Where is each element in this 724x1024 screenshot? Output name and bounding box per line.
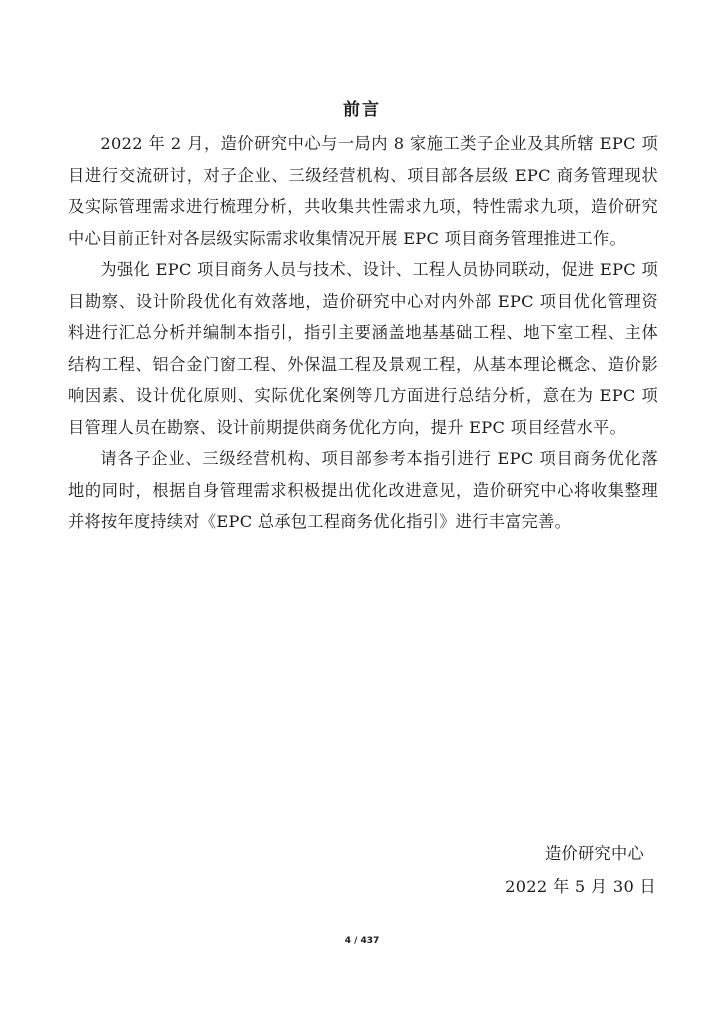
paragraph-1: 2022 年 2 月，造价研究中心与一局内 8 家施工类子企业及其所辖 EPC 项目进行交流研讨，对子企业、三级经营机构、项目部各层级 EPC 商务管理现状及实际管理需求进行梳理分析，共收集共性需求九项，特性需求九项，造价研究中心目前正针对各层级实际需求收集情况开展 EPC 项目商务管理推进工作。	[68, 134, 658, 248]
page-number: 4 / 437	[344, 936, 380, 946]
paragraph-3: 请各子企业、三级经营机构、项目部参考本指引进行 EPC 项目商务优化落地的同时，根据自身管理需求积极提出优化改进意见，造价研究中心将收集整理并将按年度持续对《EPC 总承包工程商务优化指引》进行丰富完善。	[68, 449, 658, 531]
page-title: 前言	[343, 100, 381, 120]
paragraph-2: 为强化 EPC 项目商务人员与技术、设计、工程人员协同联动，促进 EPC 项目勘察、设计阶段优化有效落地，造价研究中心对内外部 EPC 项目优化管理资料进行汇总分析并编制本指引，指引主要涵盖地基基础工程、地下室工程、主体结构工程、铝合金门窗工程、外保温工程及景观工程，从基本理论概念、造价影响因素、设计优化原则、实际优化案例等几方面进行总结分析，意在为 EPC 项目管理人员在勘察、设计前期提供商务优化方向，提升 EPC 项目经营水平。	[68, 260, 658, 437]
body-text	[68, 128, 658, 538]
signature-date: 2022 年 5 月 30 日	[505, 877, 656, 896]
signature-organization: 造价研究中心	[545, 844, 644, 863]
